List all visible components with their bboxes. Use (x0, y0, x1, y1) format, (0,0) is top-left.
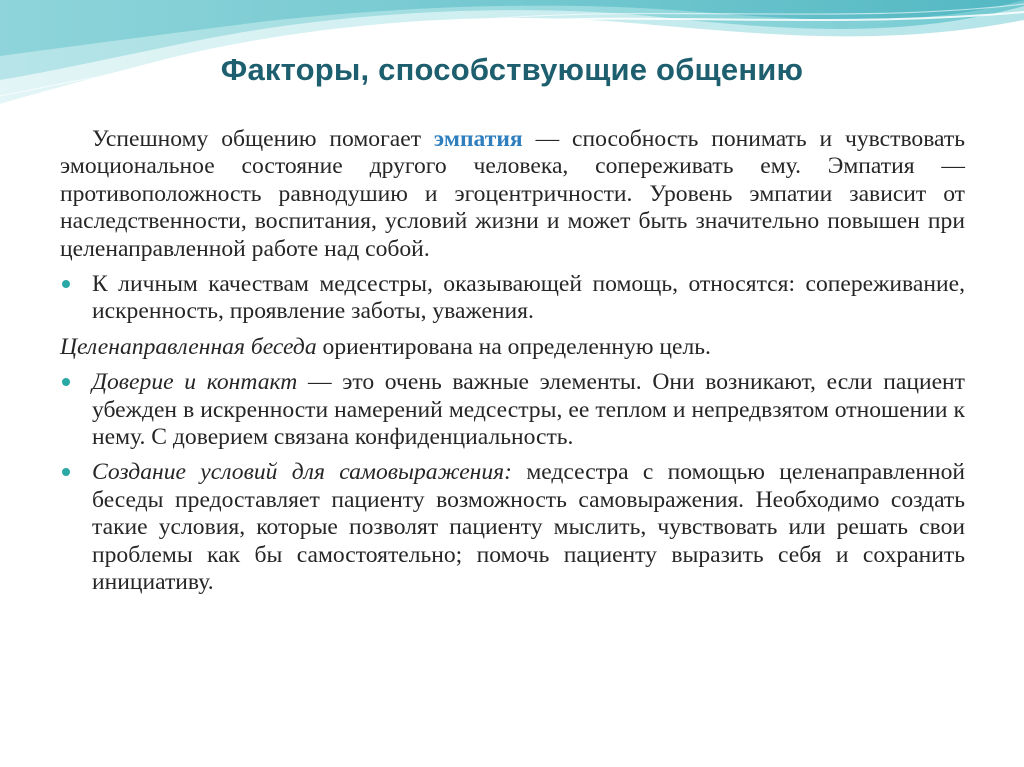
conversation-text: ориентирована на определенную цель. (316, 333, 711, 360)
trust-term: Доверие и контакт (92, 369, 298, 396)
bullet-dot-icon (62, 280, 70, 288)
slide-title: Факторы, способствующие общению (220, 52, 804, 87)
conversation-term: Целенаправленная беседа (60, 333, 317, 360)
empathy-term: эмпатия (433, 126, 523, 152)
bullet-item-personal-qualities (60, 271, 965, 326)
trust-text: — это очень важные элементы. Они возникают, если пациент убежден в искренности намерений медсестры, ее теплом и непредвзятом отношении к нему. С доверием связана конфиденциальность. (92, 369, 965, 451)
bullet-item-trust (60, 369, 965, 451)
intro-text-start: Успешному общению помогает (92, 126, 434, 152)
intro-paragraph (60, 126, 965, 263)
bullet-dot-icon (62, 468, 70, 476)
self-expression-term: Создание условий для самовыражения: (92, 459, 513, 486)
bullet-dot-icon (62, 378, 70, 386)
bullet-item-self-expression (60, 459, 965, 596)
self-expression-text: медсестра с помощью целенаправленной беседы предоставляет пациенту возможность самовыражения. Необходимо создать такие условия, которые позволят пациенту мыслить, чувствовать или решать свои проблемы как бы самостоятельно; помочь пациенту выразить себя и сохранить инициативу. (92, 459, 966, 596)
bullet-text: К личным качествам медсестры, оказывающей помощь, относятся: сопереживание, искренность, проявление заботы, уважения. (92, 271, 965, 325)
slide-body (60, 126, 965, 605)
intro-text-rest: — способность понимать и чувствовать эмоциональное состояние другого человека, сопереживать ему. Эмпатия — противоположность равнодушию и эгоцентричности. Уровень эмпатии зависит от наследственности, воспитания, условий жизни и может быть значительно повышен при целенаправленной работе над собой. (60, 126, 965, 262)
conversation-paragraph (60, 334, 965, 361)
